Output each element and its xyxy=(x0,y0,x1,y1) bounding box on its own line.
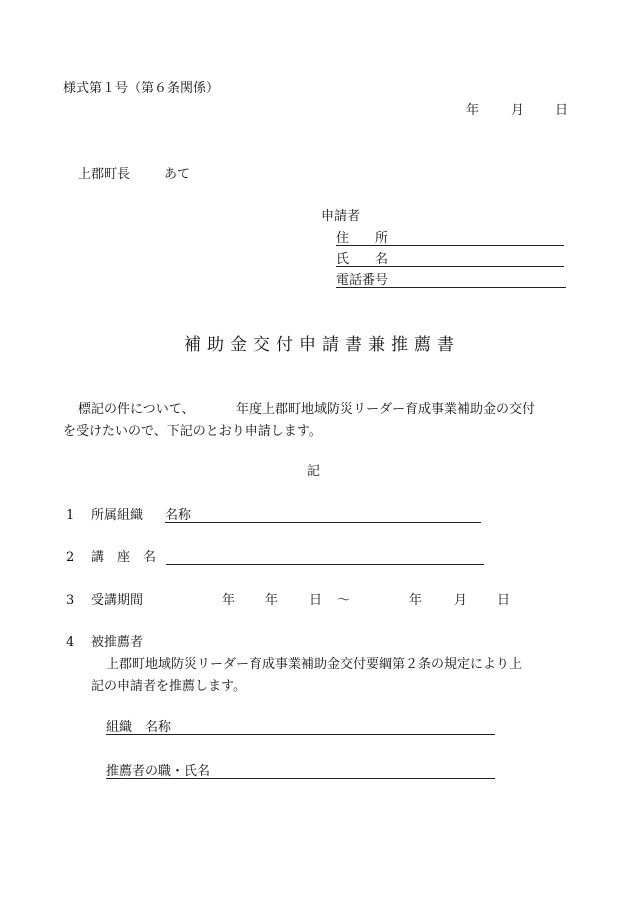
applicant-address-field[interactable] xyxy=(336,245,564,246)
period-month2: 月 xyxy=(454,593,468,608)
applicant-phone-field[interactable] xyxy=(336,287,566,288)
applicant-address-label: 住 所 xyxy=(336,231,389,246)
intro-line1-end: 年度上郡町地域防災リーダー育成事業補助金の交付 xyxy=(236,402,536,417)
addressee-name: 上郡町長 xyxy=(78,167,131,182)
item4-label: 被推薦者 xyxy=(91,635,144,650)
date-month-label: 月 xyxy=(511,103,525,118)
applicant-phone-label: 電話番号 xyxy=(336,273,389,288)
recommender-org-label: 組織 名称 xyxy=(106,720,172,735)
item4-text-line1: 上郡町地域防災リーダー育成事業補助金交付要綱第２条の規定により上 xyxy=(106,657,523,672)
recommender-org-field[interactable] xyxy=(106,734,495,735)
item3-number: 3 xyxy=(66,593,75,608)
intro-line2: を受けたいので、下記のとおり申請します。 xyxy=(63,424,322,439)
item4-number: 4 xyxy=(66,635,75,650)
period-tilde: 〜 xyxy=(337,593,351,608)
applicant-name-label: 氏 名 xyxy=(336,252,389,267)
period-day2: 日 xyxy=(497,593,511,608)
item1-field-label: 名称 xyxy=(165,508,192,523)
item2-number: 2 xyxy=(66,550,75,565)
addressee-suffix: あて xyxy=(164,167,191,182)
intro-line1-start: 標記の件について、 xyxy=(78,402,195,417)
item2-label: 講 座 名 xyxy=(91,550,157,565)
item1-number: 1 xyxy=(66,508,75,523)
period-year2: 年 xyxy=(409,593,423,608)
item1-org-name-field[interactable] xyxy=(165,522,481,523)
form-number: 様式第１号（第６条関係） xyxy=(63,81,220,96)
period-day1: 日 xyxy=(309,593,323,608)
document-title: 補助金交付申請書兼推薦書 xyxy=(184,335,460,355)
item2-course-name-field[interactable] xyxy=(166,564,484,565)
item1-label: 所属組織 xyxy=(91,508,144,523)
period-year1: 年 xyxy=(222,593,236,608)
applicant-heading: 申請者 xyxy=(321,209,361,224)
item3-label: 受講期間 xyxy=(91,593,144,608)
applicant-name-field[interactable] xyxy=(336,266,564,267)
period-month1: 年 xyxy=(265,593,279,608)
recommender-name-field[interactable] xyxy=(106,778,495,779)
date-year-label: 年 xyxy=(466,103,480,118)
date-day-label: 日 xyxy=(555,103,569,118)
ki-heading: 記 xyxy=(307,464,321,479)
recommender-name-label: 推薦者の職・氏名 xyxy=(106,764,211,779)
item4-text-line2: 記の申請者を推薦します。 xyxy=(91,679,246,694)
